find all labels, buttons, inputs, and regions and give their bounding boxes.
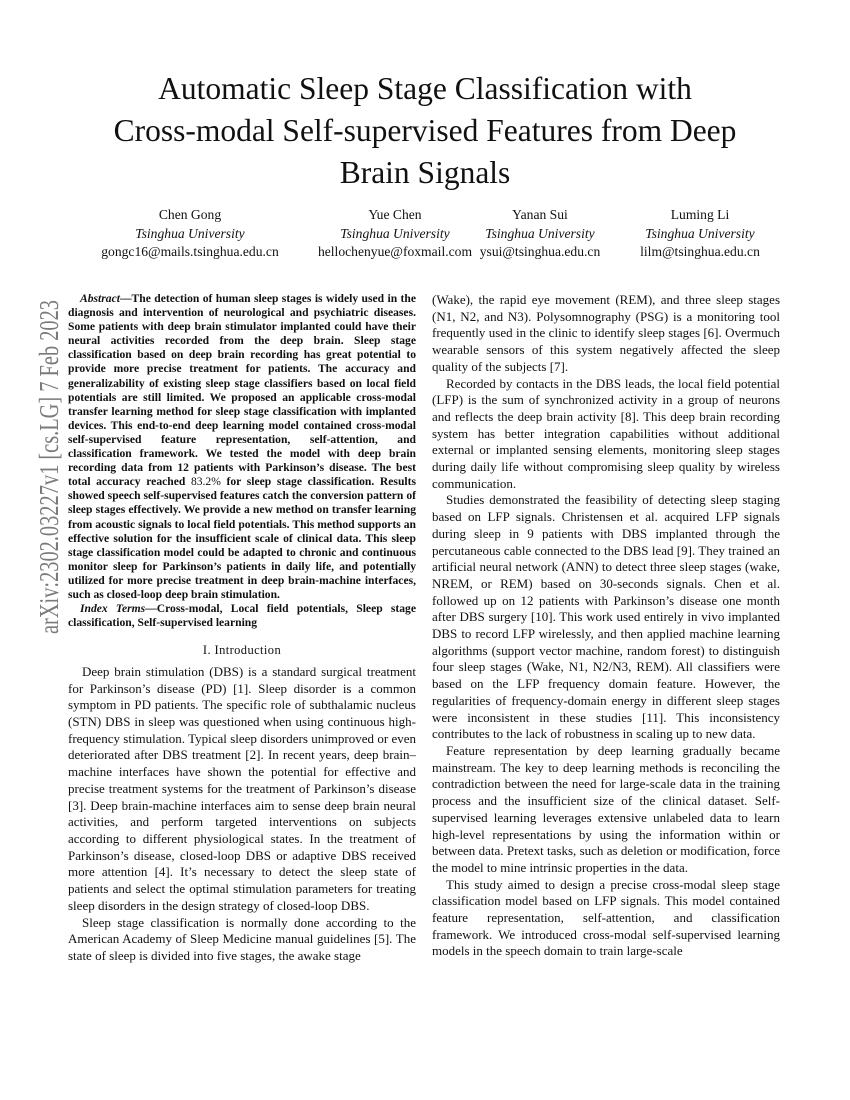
- abstract-text-a: —The detection of human sleep stages is widely used in the diagnosis and intervention of neurological and psychiatric diseases. Some patients with deep brain stimulator implanted could have their neural activities recorded from the deep brain. Sleep stage classification based on deep brain recording has great potential to provide more precise treatment for patients. The accuracy and generalizability of existing sleep stage classifiers based on local field potentials are still limited. We proposed an applicable cross-modal transfer learning method for sleep stage classification with implanted devices. This end-to-end deep learning model contained cross-modal self-supervised feature representation, self-attention, and classification framework. We tested the model with deep brain recording data from 12 patients with Parkinson’s disease. The best total accuracy reached: [68, 292, 416, 489]
- author-4: [625, 206, 775, 262]
- title-line-2: Cross-modal Self-supervised Features from Deep: [113, 113, 737, 148]
- author-affiliation: Tsinghua University: [645, 225, 755, 241]
- author-block: [60, 206, 790, 266]
- author-email: ysui@tsinghua.edu.cn: [479, 244, 601, 259]
- author-email: lilm@tsinghua.edu.cn: [640, 244, 760, 259]
- author-name: Yue Chen: [368, 207, 422, 222]
- body-paragraph: Studies demonstrated the feasibility of detecting sleep staging based on LFP signals. Christensen et al. acquired LFP signals during sleep in 9 patients with DBS implanted through the percutaneous cable connected to the DBS lead [9]. They trained an artificial neural network (ANN) to detect three sleep stages (wake, NREM, or REM) based on 30-seconds signals. Chen et al. followed up on 12 patients with Parkinson’s disease one month after DBS surgery [10]. This work used entirely in vivo implanted DBS to record LFP wirelessly, and then applied machine learning algorithms (support vector machine, random forest) to distinguish four sleep stages (Wake, N1, N2/N3, REM). All classifiers were based on the LFP frequency domain feature. However, the regularities of frequency-domain energy in different sleep stages were inconsistent in these studies [11]. This inconsistency contributes to the lack of robustness in scaling up to new data.: [432, 492, 780, 742]
- body-paragraph: Deep brain stimulation (DBS) is a standard surgical treatment for Parkinson’s disease (PD) [1]. Sleep disorder is a common symptom in PD patients. The specific role of subthalamic nucleus (STN) DBS in sleep was questioned when using continuous high-frequency stimulation. Typical sleep disorders unimproved or even deteriorated after DBS treatment [2]. In recent years, deep brain–machine interfaces have shown the potential for effective and precise treatment systems for the treatment of Parkinson’s disease [3]. Deep brain-machine interfaces aim to sense deep brain neural activities, and perform targeted interventions on subjects according to different physiological states. In the treatment of Parkinson’s disease, closed-loop DBS or adaptive DBS received more attention [4]. It’s necessary to detect the sleep state of patients and select the optimal stimulation parameters for treating sleep disorders in the design strategy of closed-loop DBS.: [68, 663, 416, 913]
- abstract-paragraph: [68, 292, 416, 602]
- author-name: Luming Li: [670, 207, 730, 222]
- body-paragraph: Feature representation by deep learning gradually became mainstream. The key to deep learning methods is reconciling the contradiction between the need for large-scale data in the training process and the insufficient size of the clinical dataset. Self-supervised learning leverages extensive unlabeled data to learn high-level representations by using the information within or between data. Pretext tasks, such as deletion or modification, force the model to mine intrinsic properties in the data.: [432, 742, 780, 875]
- author-email: hellochenyue@foxmail.com: [317, 244, 473, 259]
- abstract: [68, 292, 416, 630]
- author-name: Chen Gong: [158, 207, 222, 222]
- body-paragraph-continued: (Wake), the rapid eye movement (REM), and three sleep stages (N1, N2, and N3). Polysomnography (PSG) is a monitoring tool frequently used in the clinic to identify sleep stages [6]. Overmuch wearable sensors of this system negatively affected the sleep quality of the subjects [7].: [432, 292, 780, 374]
- arxiv-stamp: [18, 300, 68, 640]
- author-3: [465, 206, 615, 262]
- index-terms: [68, 602, 416, 630]
- left-column: [68, 292, 416, 965]
- author-affiliation: Tsinghua University: [485, 225, 595, 241]
- author-email: gongc16@mails.tsinghua.edu.cn: [101, 244, 279, 259]
- body-paragraph: This study aimed to design a precise cross-modal sleep stage classification model based on LFP signals. This model contained feature representation, self-attention, and classification framework. We introduced cross-modal self-supervised learning models in the speech domain to train large-scale: [432, 876, 780, 959]
- title-line-1: Automatic Sleep Stage Classification with: [158, 71, 692, 106]
- body-paragraph: Sleep stage classification is normally done according to the American Academy of Sleep Medicine manual guidelines [5]. The state of sleep is divided into five stages, the awake stage: [68, 914, 416, 963]
- abstract-lead: Abstract: [80, 292, 120, 305]
- author-name: Yanan Sui: [512, 207, 568, 222]
- section-heading-introduction: I. Introduction: [202, 643, 282, 658]
- body-paragraph: Recorded by contacts in the DBS leads, the local field potential (LFP) is the sum of synchronized activity in a group of neurons and reflects the deep brain activity [8]. This deep brain recording system has better integration capabilities without additional external or implanted sensing elements, monitoring sleep stages during daily life without compromising sleep quality by wireless communication.: [432, 375, 780, 491]
- index-terms-text: —Cross-modal, Local field potentials, Sleep stage classification, Self-supervised learning: [68, 602, 416, 630]
- abstract-text-b: for sleep stage classification. Results showed speech self-supervised features catch the conversion pattern of sleep stages effectively. We provide a new method on transfer learning from acoustic signals to local field potentials. This method supports an effective solution for the insufficient scale of clinical data. This sleep stage classification model could be adapted to chronic and continuous monitor sleep for Parkinson’s patients in daily life, and potentially utilized for more precise treatment in deep brain-machine interfaces, such as closed-loop deep brain stimulation.: [68, 475, 416, 601]
- arxiv-stamp-text: arXiv:2302.03227v1 [cs.LG] 7 Feb 2023: [34, 300, 64, 634]
- author-affiliation: Tsinghua University: [340, 225, 450, 241]
- right-column: [432, 292, 780, 960]
- abstract-accuracy: 83.2%: [190, 475, 221, 489]
- author-affiliation: Tsinghua University: [135, 225, 245, 241]
- intro-right-body: [432, 292, 780, 960]
- author-1: [90, 206, 290, 262]
- arxiv-stamp-svg: [18, 300, 68, 640]
- paper-title: [60, 68, 790, 194]
- intro-left-body: [68, 664, 416, 965]
- title-line-3: Brain Signals: [339, 155, 511, 190]
- index-terms-lead: Index Terms: [80, 602, 146, 616]
